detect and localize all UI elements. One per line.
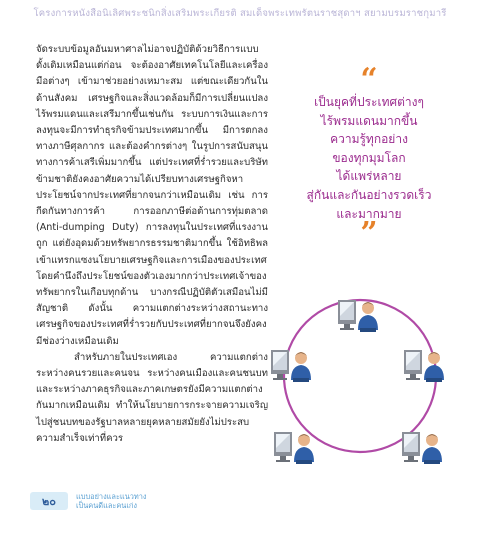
book-title-line: เป็นคนดีและคนเก่ง [76, 501, 137, 510]
page-footer [30, 492, 147, 510]
pull-quote [276, 62, 462, 252]
quote-line: ไร้พรมแดนมากขึ้น [320, 113, 418, 128]
book-title-line: แบบอย่างและแนวทาง [76, 492, 147, 501]
open-quote-icon: “ [360, 62, 378, 97]
paragraph-1: จัดระบบข้อมูลอันมหาศาลไม่อาจปฏิบัติด้วยวิธีการแบบดั้งเดิมเหมือนแต่ก่อน จะต้องอาศัยเทคโนโลยีและเครื่องมือต่างๆ เข้ามาช่วยอย่างเหมาะสม แต่ขณะเดียวกันในด้านสังคม เศรษฐกิจและสิ่งแวดล้อมก็มีการเปลี่ยนแปลง ไร้พรมแดนและเสรีมากขึ้นเช่นกัน ระบบการเงินและการลงทุนจะมีการทำธุรกิจข้ามประเทศมากขึ้น มีการตกลงทางภาษีศุลกากร และต้องคำกรต่างๆ ในรูปการสนับสนุนทางการค้าเสรีเพิ่มมากขึ้น แต่ประเทศที่ร่ำรวยและบริษัทข้ามชาติยังคงอาศัยความได้เปรียบทางเศรษฐกิจหาประโยชน์จากประเทศที่ยากจนกว่าเหมือนเดิม เช่น การกีดกันทางการค้า การออกภาษีต่อต้านการทุ่มตลาด (Anti-dumping Duty) การลงทุนในประเทศที่แรงงานถูก แต่ยังอุดมด้วยทรัพยากรธรรมชาติมากขึ้น ใช้อิทธิพลเข้าแทรกแซงนโยบายเศรษฐกิจและการเมืองของประเทศ โดยคำนึงถึงประโยชน์ของตัวเองมากกว่าประเทศเจ้าของทรัพยากรในเกือบทุกด้าน บางกรณีปฏิบัติตัวเสมือนไม่มีสัญชาติ ดังนั้น ความแตกต่างระหว่างสถานะทางเศรษฐกิจของประเทศที่ร่ำรวยกับประเทศที่ยากจนจึงยังคงมีช่องว่างเหมือนเดิม [36, 44, 268, 347]
quote-line: เป็นยุคที่ประเทศต่างๆ [314, 95, 424, 109]
quote-line: ของทุกมุมโลก [332, 150, 406, 165]
person-at-computer-icon [274, 432, 314, 464]
paragraph-2: สำหรับภายในประเทศเอง ความแตกต่างระหว่างคนรวยและคนจน ระหว่างคนเมืองและคนชนบทและระหว่างภาคธุรกิจและภาคเกษตรยังมีความแตกต่างกันมากเหมือนเดิม ทำให้นโยบายการกระจายความเจริญไปสู่ชนบทของรัฐบาลหลายยุคหลายสมัยยังไม่ประสบความสำเร็จเท่าที่ควร [36, 351, 268, 444]
network-diagram [270, 282, 450, 478]
quote-line: ความรู้ทุกอย่าง [330, 132, 408, 147]
page-header [0, 0, 480, 26]
person-at-computer-icon [271, 350, 311, 382]
quote-line: ได้แพร่หลาย [336, 169, 402, 184]
close-quote-icon: ” [360, 216, 378, 252]
person-at-computer-icon [404, 350, 444, 382]
page-number: ๒๐ [30, 492, 68, 510]
book-title [76, 492, 147, 510]
person-at-computer-icon [402, 432, 442, 464]
quote-line: สู่กันและกันอย่างรวดเร็ว [306, 187, 432, 202]
header-title: โครงการหนังสือนิเลิศพระชนิกสิ่งเสริมพระเกียรติ สมเด็จพระเทพรัตนราชสุดาฯ สยามบรมราชกุมารี [33, 7, 447, 19]
body-text [36, 42, 268, 447]
person-at-computer-icon [338, 300, 378, 332]
quote-line: และมากมาย [336, 206, 402, 221]
